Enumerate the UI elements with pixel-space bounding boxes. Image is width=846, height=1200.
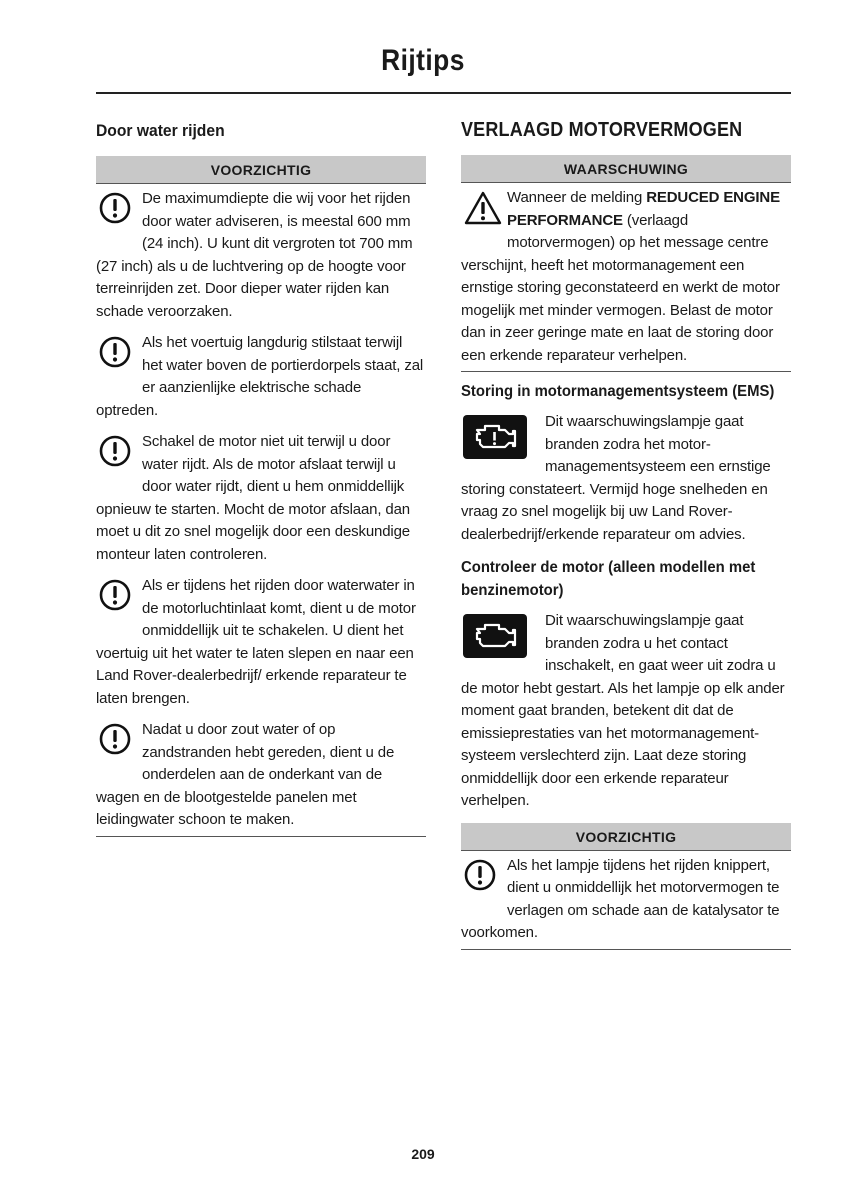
engine-icon bbox=[463, 614, 527, 658]
caution-item bbox=[96, 328, 426, 422]
section-heading-water: Door water rijden bbox=[96, 121, 225, 140]
title-divider bbox=[96, 92, 791, 94]
section-heading-reduced-power: VERLAAGD MOTORVERMOGEN bbox=[461, 119, 743, 141]
caution-exclamation-icon bbox=[96, 575, 142, 623]
caution-text: De maximumdiepte die wij voor het rijden door water adviseren, is meestal 600 mm (24 inch). U kunt dit vergroten tot 700 mm (27 inch) als u de luchtvering op de hoogte voor terreinrijden zet. Door dieper water rijden kan schade veroorzaken. bbox=[96, 190, 413, 320]
caution-box-catalyst bbox=[461, 823, 791, 950]
left-column bbox=[96, 112, 426, 837]
caution-box-water bbox=[96, 156, 426, 837]
subheading-check-engine: Controleer de motor (alleen modellen met benzinemotor) bbox=[461, 559, 756, 599]
caution-text: Als er tijdens het rijden door waterwater in de motorluchtinlaat komt, dient u de motor onmiddellijk uit te schakelen. U dient het voertuig uit het water te laten slepen en naar een Land Rover-dealerbedrijf/ erkende reparateur te laten brengen. bbox=[96, 577, 416, 707]
right-column bbox=[461, 112, 791, 950]
caution-label: VOORZICHTIG bbox=[461, 823, 791, 851]
check-engine-warning-lamp bbox=[461, 610, 545, 662]
warning-triangle-icon bbox=[461, 187, 507, 235]
warning-message-name: REDUCED ENGINE PERFORMANCE bbox=[507, 189, 780, 229]
check-engine-block bbox=[461, 610, 791, 813]
warning-box bbox=[461, 155, 791, 372]
check-engine-text: Dit waarschuwingslampje gaat branden zodra u het contact inschakelt, en gaat weer uit zodra u de motor hebt gestart. Als het lampje op elk ander moment gaat branden, betekent dit dat de emissieprestaties van het motormanagement-systeem verslechterd zijn. Laat deze storing onmiddellijk door een erkende reparateur verhelpen. bbox=[461, 612, 785, 809]
caution-text: Als het voertuig langdurig stilstaat terwijl het water boven de portierdorpels staat, zal er aanzienlijke elektrische schade optreden. bbox=[96, 334, 424, 419]
caution-exclamation-icon bbox=[96, 719, 142, 767]
page-title: Rijtips bbox=[381, 44, 465, 77]
caution-item bbox=[461, 851, 791, 945]
caution-item bbox=[96, 427, 426, 566]
caution-exclamation-icon bbox=[96, 332, 142, 380]
warning-text: Wanneer de melding REDUCED ENGINE PERFORMANCE (verlaagd motorvermogen) op het message centre verschijnt, heeft het motormanagement een ernstige storing geconstateerd en werkt de motor mogelijk met minder vermogen. Belast de motor dan in zeer geringe mate en laat de storing door een erkende reparateur verhelpen. bbox=[461, 189, 780, 364]
caution-text: Schakel de motor niet uit terwijl u door water rijdt. Als de motor afslaat terwijl u door water rijdt, dient u hem onmiddellijk opnieuw te starten. Mocht de motor afslaan, dan moet u dit zo snel mogelijk door een deskundige monteur laten controleren. bbox=[96, 433, 410, 563]
caution-exclamation-icon bbox=[96, 188, 142, 236]
subheading-ems: Storing in motormanagementsysteem (EMS) bbox=[461, 383, 775, 400]
caution-item bbox=[96, 571, 426, 710]
caution-exclamation-icon bbox=[461, 855, 507, 903]
ems-block bbox=[461, 411, 791, 546]
caution-exclamation-icon bbox=[96, 431, 142, 479]
caution-text: Als het lampje tijdens het rijden knippert, dient u onmiddellijk het motorvermogen te verlagen om schade aan de katalysator te voorkomen. bbox=[461, 856, 780, 941]
warning-item bbox=[461, 183, 791, 367]
caution-label: VOORZICHTIG bbox=[96, 156, 426, 184]
caution-text: Nadat u door zout water of op zandstranden hebt gereden, dient u de onderdelen aan de onderkant van de wagen en de blootgestelde panelen met leidingwater schoon te maken. bbox=[96, 721, 395, 828]
caution-item bbox=[96, 715, 426, 832]
ems-text: Dit waarschuwingslampje gaat branden zodra het motor-managementsysteem een ernstige storing constateert. Vermijd hoge snelheden en vraag zo snel mogelijk bij uw Land Rover-dealerbedrijf/erkende reparateur om advies. bbox=[461, 413, 771, 543]
page-number: 209 bbox=[411, 1146, 435, 1162]
ems-warning-lamp bbox=[461, 411, 545, 463]
caution-item bbox=[96, 184, 426, 323]
warning-label: WAARSCHUWING bbox=[461, 155, 791, 183]
engine-exclamation-icon bbox=[463, 415, 527, 459]
